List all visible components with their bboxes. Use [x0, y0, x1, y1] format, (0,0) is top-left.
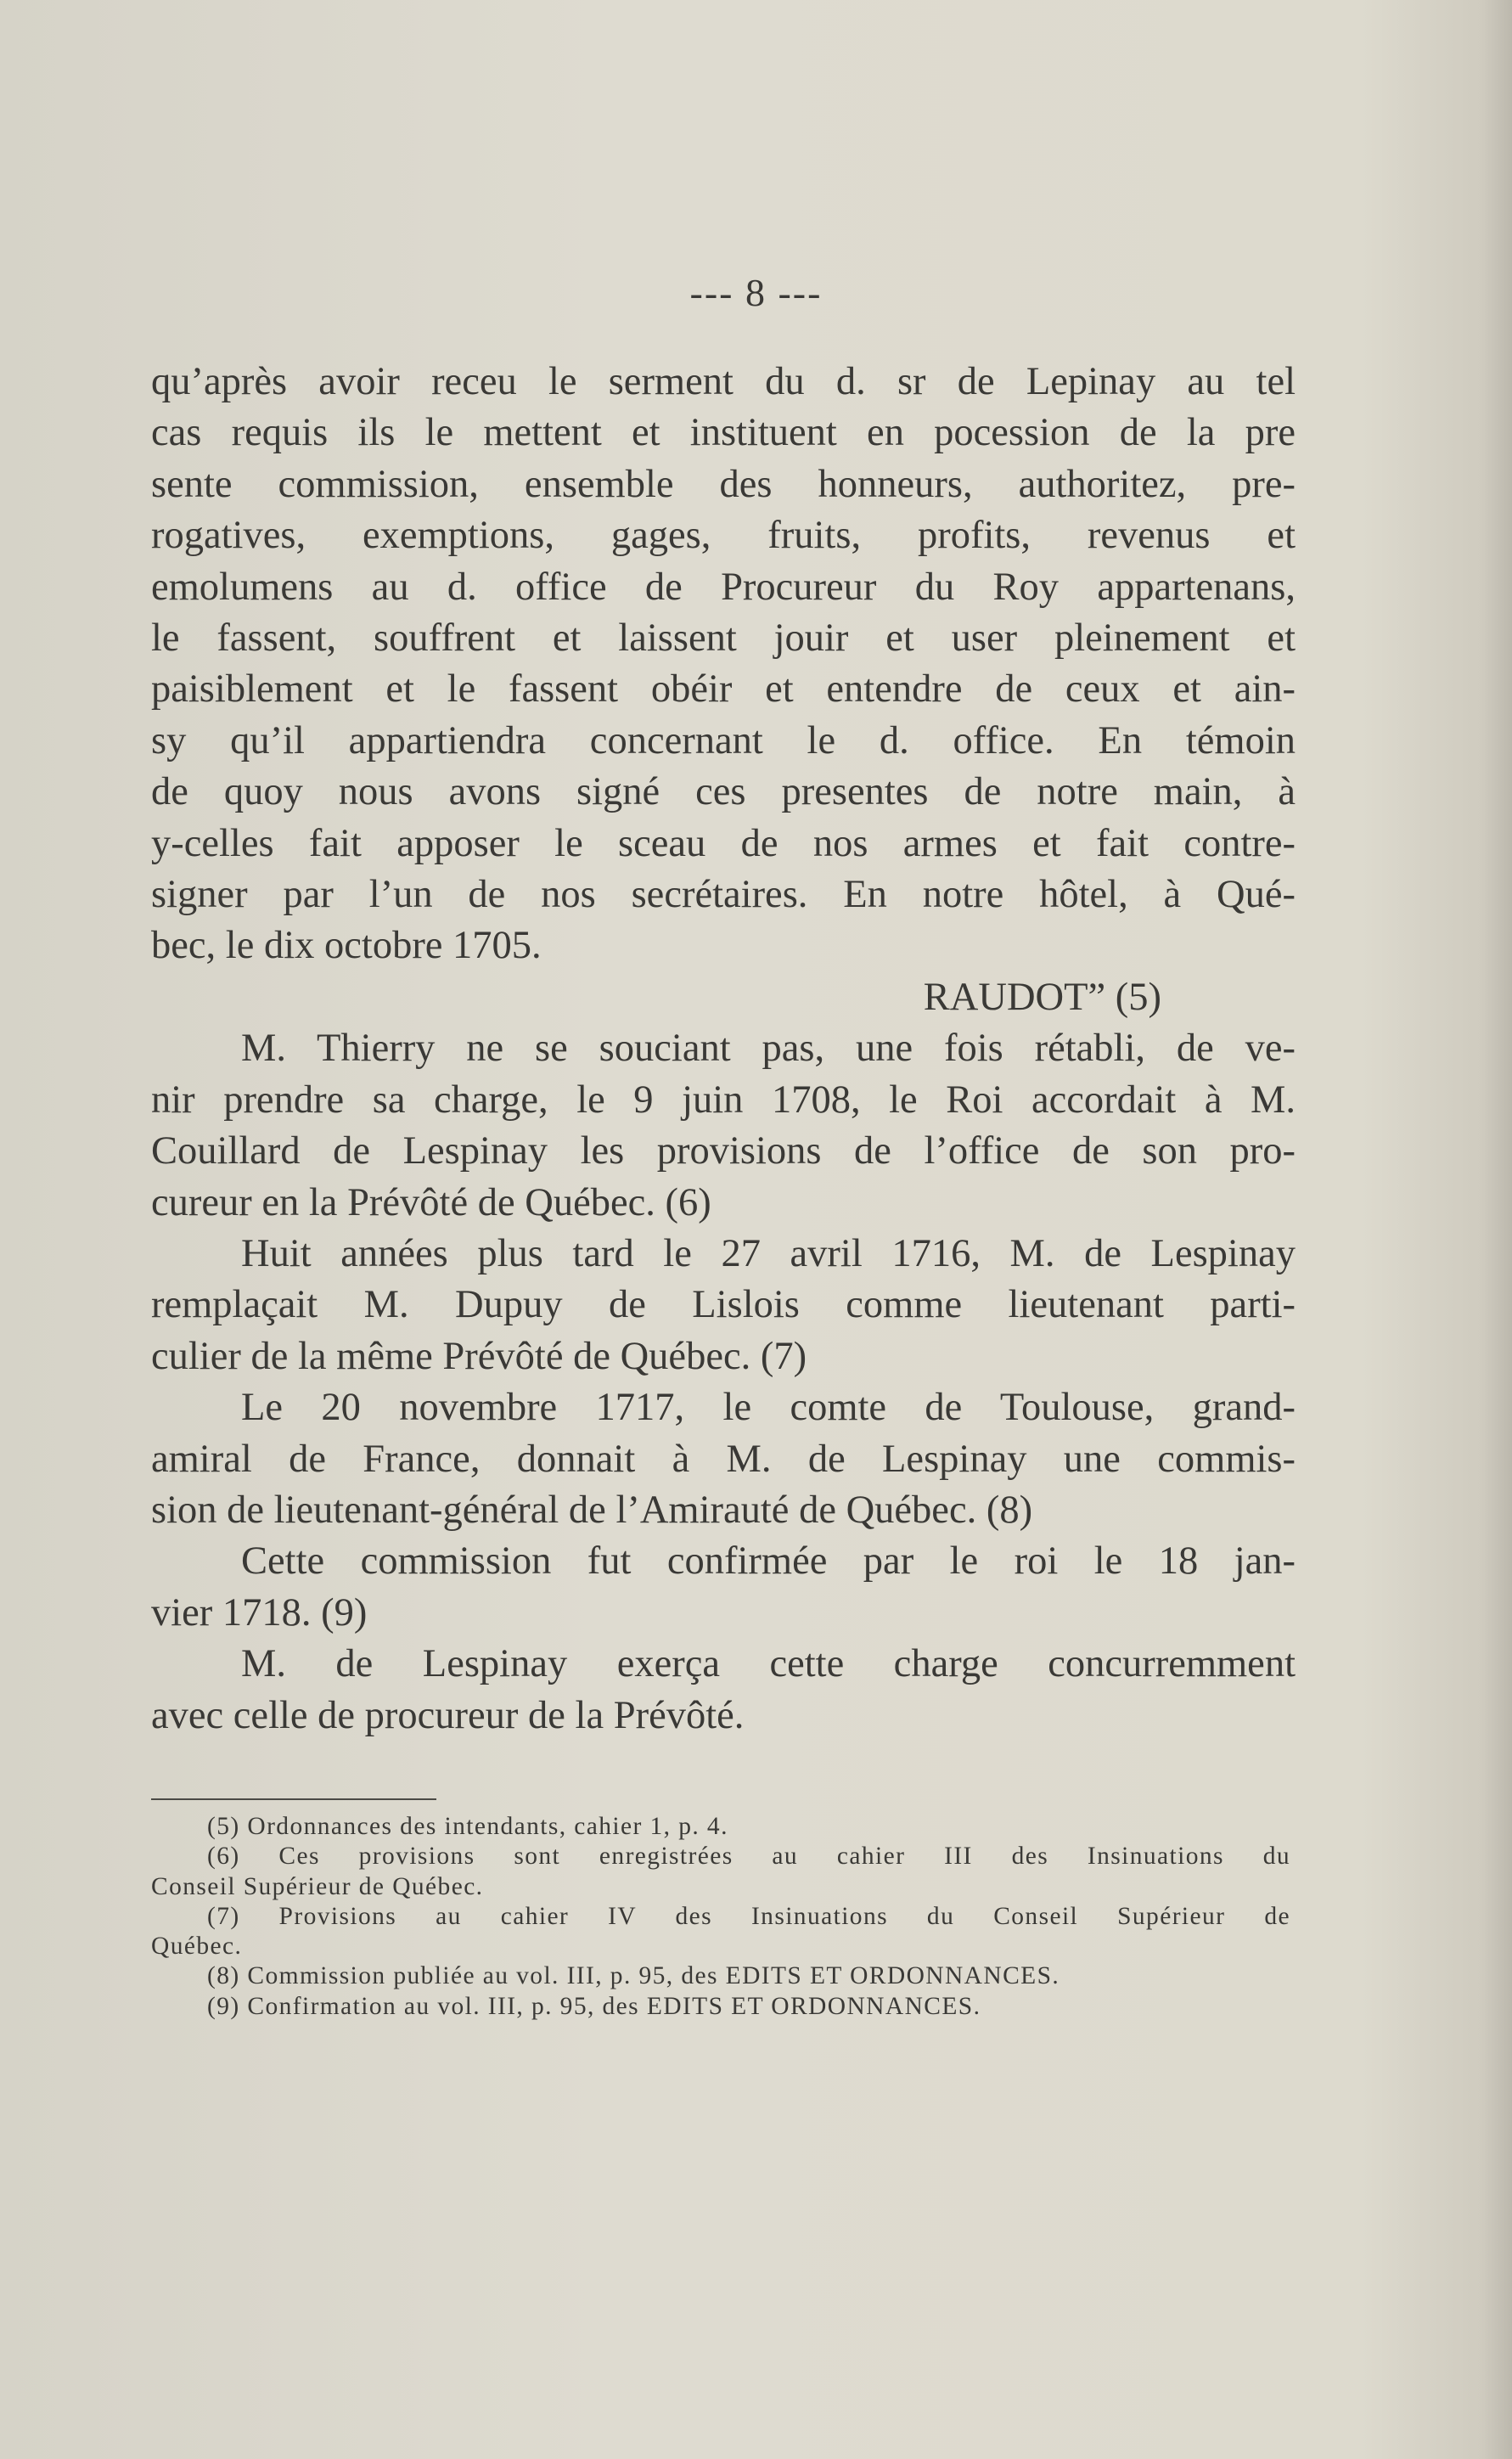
text-line: de quoy nous avons signé ces presentes de notre main, à — [151, 770, 1296, 814]
paragraph-concurrent — [151, 1639, 1296, 1742]
page-number: --- 8 --- — [689, 271, 823, 314]
text-line: remplaçait M. Dupuy de Lislois comme lieutenant parti- — [151, 1283, 1296, 1327]
text-line: cureur en la Prévôté de Québec. (6) — [151, 1180, 711, 1224]
text-line: avec celle de procureur de la Prévôté. — [151, 1693, 745, 1737]
text-line: emolumens au d. office de Procureur du Roy appartenans, — [151, 565, 1296, 609]
body-text — [151, 357, 1296, 1742]
footnotes — [151, 1812, 1290, 2022]
paragraph-1718 — [151, 1536, 1296, 1639]
footnote-8: (8) Commission publiée au vol. III, p. 95, des EDITS ET ORDONNANCES. — [207, 1962, 1060, 1990]
paragraph-1716 — [151, 1229, 1296, 1382]
footnote-5: (5) Ordonnances des intendants, cahier 1, p. 4. — [207, 1813, 728, 1840]
footnote-separator — [151, 1798, 436, 1800]
text-line: vier 1718. (9) — [151, 1590, 368, 1635]
text-line: nir prendre sa charge, le 9 juin 1708, le Roi accordait à M. — [151, 1078, 1296, 1122]
text-line: paisiblement et le fassent obéir et entendre de ceux et ain- — [151, 667, 1296, 712]
text-line: sion de lieutenant-général de l’Amirauté de Québec. (8) — [151, 1488, 1033, 1532]
text-line: rogatives, exemptions, gages, fruits, profits, revenus et — [151, 514, 1296, 558]
footnote-6: (6) Ces provisions sont enregistrées au cahier III des Insinuations du — [207, 1843, 1290, 1871]
text-line: Cette commission fut confirmée par le roi le 18 jan- — [241, 1539, 1296, 1584]
text-line: qu’après avoir receu le serment du d. sr de Lepinay au tel — [151, 360, 1296, 403]
text-line: Huit années plus tard le 27 avril 1716, M. de Lespinay — [241, 1231, 1296, 1275]
paragraph-thierry — [151, 1023, 1296, 1229]
paragraph-quote-continuation — [151, 357, 1296, 972]
footnote-7: (7) Provisions au cahier IV des Insinuations du Conseil Supérieur de — [207, 1902, 1290, 1930]
text-line: M. de Lespinay exerça cette charge concurremment — [241, 1642, 1296, 1686]
text-line: Le 20 novembre 1717, le comte de Toulouse, grand- — [241, 1386, 1296, 1430]
footnote-9: (9) Confirmation au vol. III, p. 95, des EDITS ET ORDONNANCES. — [207, 1992, 981, 2020]
paragraph-1717 — [151, 1382, 1296, 1536]
text-line: y-celles fait apposer le sceau de nos armes et fait contre- — [151, 821, 1296, 865]
text-line: sente commission, ensemble des honneurs, authoritez, pre- — [151, 462, 1296, 506]
signature: RAUDOT” (5) — [923, 975, 1161, 1019]
text-line: bec, le dix octobre 1705. — [151, 924, 542, 968]
text-line: cas requis ils le mettent et instituent en pocession de la pre — [151, 411, 1296, 455]
footnote-7-continuation: Québec. — [151, 1933, 243, 1961]
text-line: Couillard de Lespinay les provisions de l’office de son pro- — [151, 1129, 1296, 1173]
text-line: signer par l’un de nos secrétaires. En notre hôtel, à Qué- — [151, 873, 1296, 917]
footnote-6-continuation: Conseil Supérieur de Québec. — [151, 1872, 484, 1900]
text-line: sy qu’il appartiendra concernant le d. office. En témoin — [151, 718, 1296, 762]
text-line: culier de la même Prévôté de Québec. (7) — [151, 1334, 807, 1378]
text-line: amiral de France, donnait à M. de Lespinay une commis- — [151, 1437, 1296, 1481]
text-line: M. Thierry ne se souciant pas, une fois rétabli, de ve- — [241, 1027, 1296, 1071]
text-line: le fassent, souffrent et laissent jouir et user pleinement et — [151, 616, 1296, 661]
